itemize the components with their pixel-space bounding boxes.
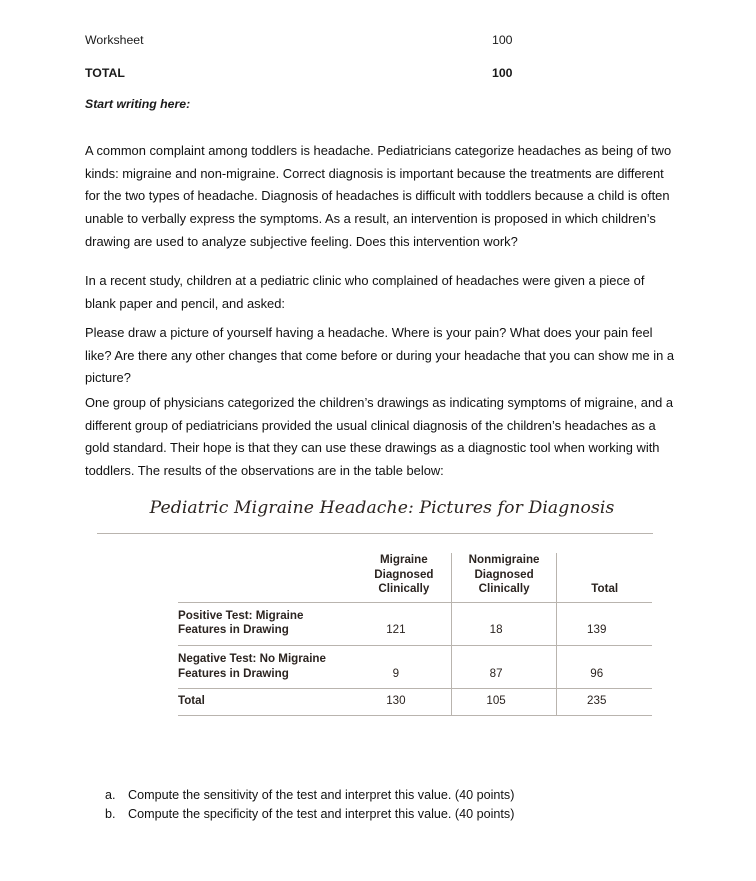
cell-negative-nonmigraine: 87 — [451, 645, 557, 688]
cell-negative-migraine: 9 — [392, 666, 400, 680]
paragraph-results-lead: One group of physicians categorized the children’s drawings as indicating symptoms of migraine, and a different group of pediatricians provided the usual clinical diagnosis of the children’s headaches as a gold standard. Their hope is that they can use these drawings as a diagnostic tool when working with toddlers. The results of the observations are in the table below: — [85, 395, 674, 479]
question-text-a: Compute the sensitivity of the test and interpret this value. (40 points) — [128, 788, 515, 802]
question-marker-b: b. — [105, 807, 116, 821]
table-header-row — [178, 553, 652, 602]
cell-total-nonmigraine: 105 — [451, 689, 557, 716]
table-row — [178, 645, 652, 688]
table-title: Pediatric Migraine Headache: Pictures for Diagnosis — [149, 498, 615, 518]
column-header-stub — [178, 553, 357, 602]
questions-list — [85, 786, 675, 824]
worksheet-points: 100 — [492, 33, 513, 47]
column-header-total: Total — [557, 553, 652, 602]
worksheet-label: Worksheet — [85, 33, 144, 47]
cell-total-total: 235 — [557, 689, 652, 716]
start-writing-instruction: Start writing here: — [85, 97, 191, 111]
paragraph-prompt: Please draw a picture of yourself having a headache. Where is your pain? What does your pain feel like? Are there any other changes that come before or during your headache that you can show me in a picture? — [85, 325, 675, 386]
total-label: TOTAL — [85, 66, 125, 80]
question-item-a — [85, 786, 675, 805]
table-title-rule — [97, 533, 653, 534]
table-row — [178, 602, 652, 645]
table-body — [178, 602, 652, 715]
cell-positive-nonmigraine: 18 — [451, 602, 557, 645]
column-header-nonmigraine — [451, 553, 557, 602]
cell-positive-total: 139 — [557, 602, 652, 645]
paragraph-intro: A common complaint among toddlers is headache. Pediatricians categorize headaches as being of two kinds: migraine and non-migraine. Correct diagnosis is important because the treatments are different for the two types of headache. Diagnosis of headaches is difficult with toddlers because a child is often unable to verbally express the symptoms. As a result, an intervention is proposed in which children’s drawing are used to analyze subjective feeling. Does this intervention work? — [85, 143, 672, 249]
cell-positive-migraine: 121 — [386, 623, 406, 637]
column-header-migraine-line3: Clinically — [378, 582, 430, 596]
paragraph-study-setup: In a recent study, children at a pediatric clinic who complained of headaches were given a piece of blank paper and pencil, and asked: — [85, 273, 645, 311]
row-label-negative-test-line2: Features in Drawing — [178, 666, 289, 680]
column-header-nonmigraine-line1: Nonmigraine — [468, 553, 540, 566]
column-header-nonmigraine-line3: Clinically — [478, 582, 530, 596]
row-label-positive-test — [178, 602, 357, 645]
table-row — [178, 689, 652, 716]
diagnosis-contingency-table — [178, 553, 652, 716]
question-marker-a: a. — [105, 788, 116, 802]
question-text-b: Compute the specificity of the test and interpret this value. (40 points) — [128, 807, 515, 821]
results-table-block — [0, 498, 756, 708]
row-label-positive-test-line1: Positive Test: Migraine — [178, 608, 304, 622]
cell-total-migraine: 130 — [386, 694, 406, 708]
row-label-total: Total — [178, 694, 205, 708]
row-label-positive-test-line2: Features in Drawing — [178, 623, 289, 637]
row-label-negative-test — [178, 645, 357, 688]
column-header-migraine — [357, 553, 451, 602]
cell-negative-total: 96 — [557, 645, 652, 688]
column-header-migraine-line2: Diagnosed — [374, 567, 434, 581]
question-item-b — [85, 805, 675, 824]
table-header — [178, 553, 652, 602]
total-points: 100 — [492, 66, 513, 80]
column-header-nonmigraine-line2: Diagnosed — [474, 567, 534, 581]
row-label-negative-test-line1: Negative Test: No Migraine — [178, 651, 326, 665]
column-header-migraine-line1: Migraine — [380, 553, 428, 566]
